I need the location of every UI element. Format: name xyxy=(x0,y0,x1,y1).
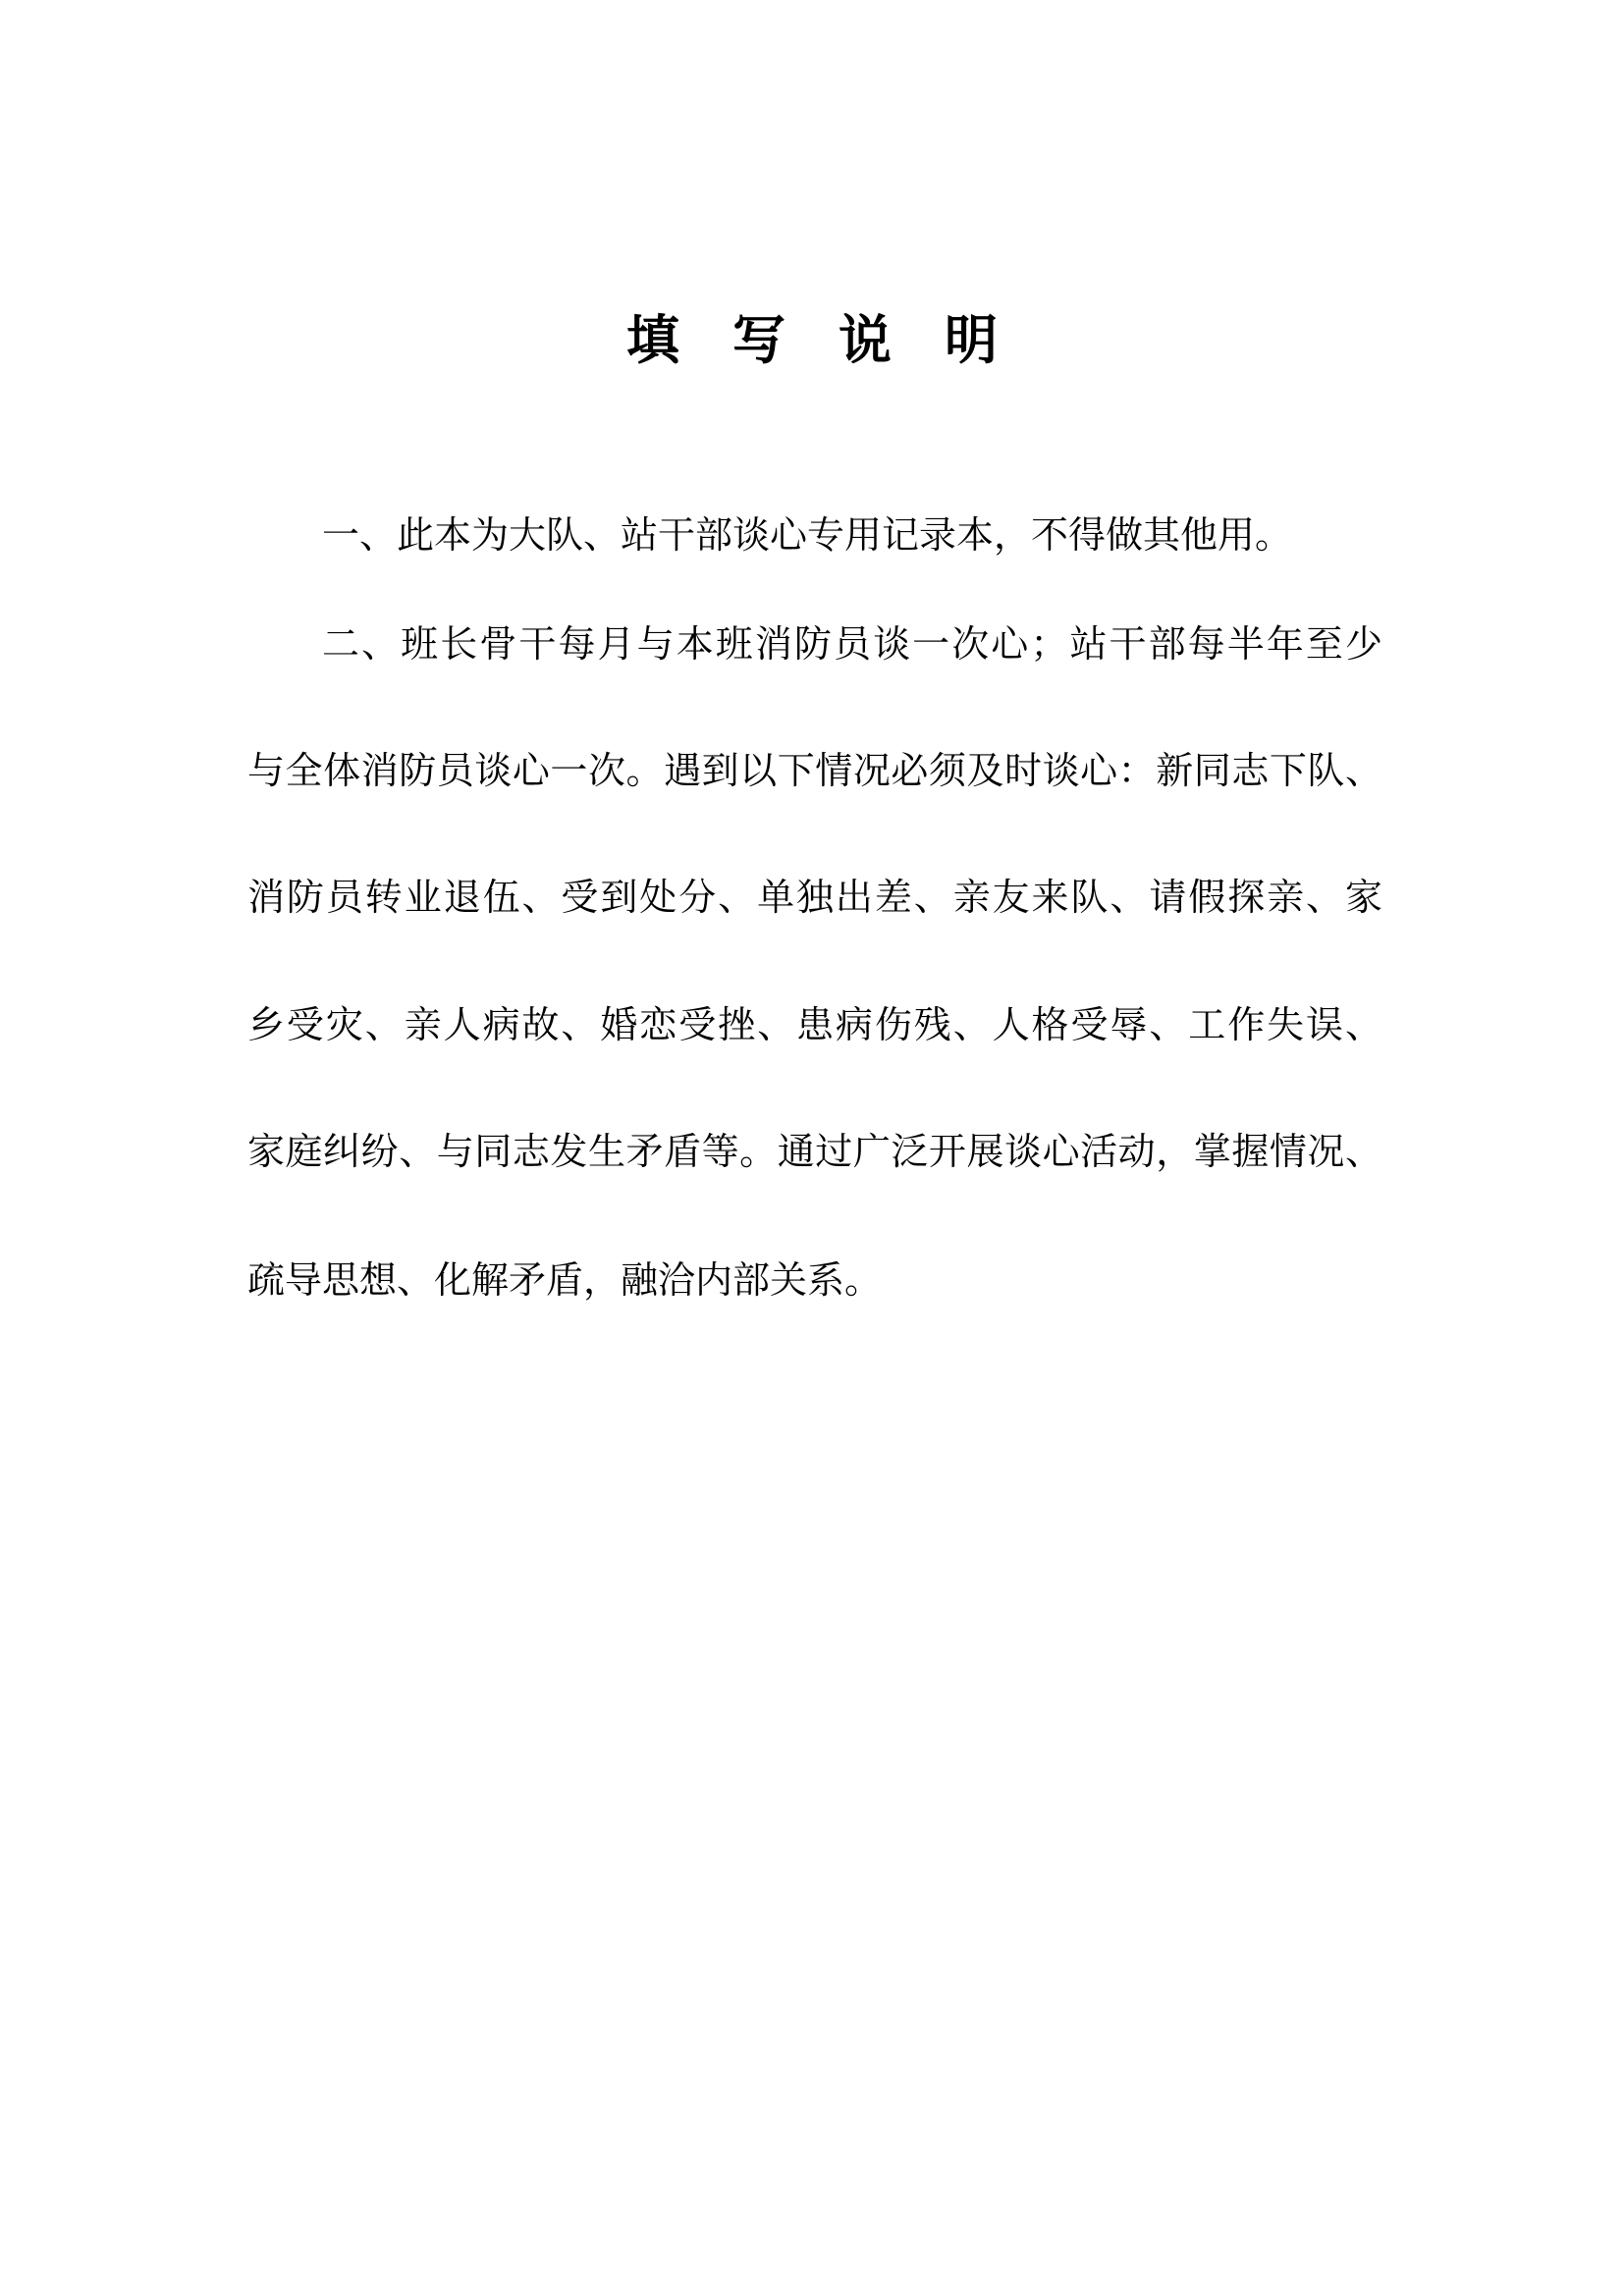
page-title: 填 写 说 明 xyxy=(626,311,998,370)
text-line-item-2-cont-2: 消防员转业退伍、受到处分、单独出差、亲友来队、请假探亲、家 xyxy=(247,878,1382,919)
text-line-item-2-cont-3: 乡受灾、亲人病故、婚恋受挫、患病伤残、人格受辱、工作失误、 xyxy=(247,1005,1382,1046)
text-line-item-2-cont-4: 家庭纠纷、与同志发生矛盾等。通过广泛开展谈心活动，掌握情况、 xyxy=(247,1132,1382,1173)
text-line-item-2-cont-5: 疏导思想、化解矛盾，融洽内部关系。 xyxy=(247,1260,883,1302)
text-line-item-2-cont-1: 与全体消防员谈心一次。遇到以下情况必须及时谈心：新同志下队、 xyxy=(247,751,1382,792)
text-line-item-1: 一、此本为大队、站干部谈心专用记录本，不得做其他用。 xyxy=(322,515,1293,557)
text-line-item-2-start: 二、班长骨干每月与本班消防员谈一次心；站干部每半年至少 xyxy=(322,624,1382,666)
